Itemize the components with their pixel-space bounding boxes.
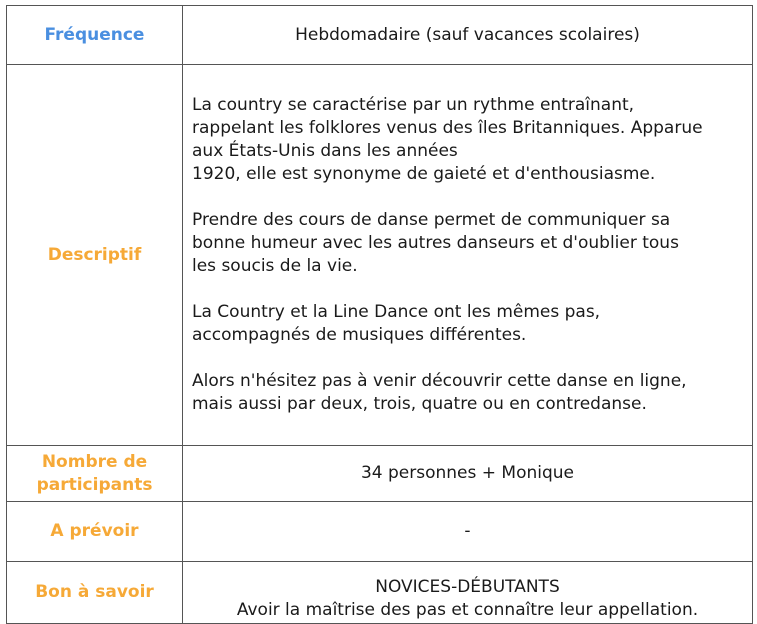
descriptif-line: Prendre des cours de danse permet de communiquer sa xyxy=(192,210,671,230)
descriptif-line: accompagnés de musiques différentes. xyxy=(192,325,527,345)
descriptif-value xyxy=(183,65,753,446)
prevoir-label: A prévoir xyxy=(7,502,183,562)
descriptif-paragraph xyxy=(192,370,744,416)
savoir-value-line: Avoir la maîtrise des pas et connaître leur appellation. xyxy=(236,600,699,620)
descriptif-line: les soucis de la vie. xyxy=(192,256,358,276)
descriptif-paragraph xyxy=(192,209,744,278)
participants-label-line: participants xyxy=(36,474,153,495)
prevoir-value: - xyxy=(183,502,753,562)
descriptif-paragraph xyxy=(192,94,744,186)
row-savoir xyxy=(7,562,753,624)
descriptif-label: Descriptif xyxy=(7,65,183,446)
frequence-label: Fréquence xyxy=(7,6,183,65)
descriptif-line: bonne humeur avec les autres danseurs et d'oublier tous xyxy=(192,233,679,253)
savoir-value-line: NOVICES-DÉBUTANTS xyxy=(375,577,560,597)
descriptif-line: rappelant les folklores venus des îles Britanniques. Apparue xyxy=(192,118,703,138)
descriptif-line: aux États-Unis dans les années xyxy=(192,141,458,161)
descriptif-line: Alors n'hésitez pas à venir découvrir cette danse en ligne, xyxy=(192,371,687,391)
savoir-value xyxy=(183,562,753,624)
descriptif-paragraph xyxy=(192,301,744,347)
descriptif-line: La country se caractérise par un rythme entraînant, xyxy=(192,95,635,115)
descriptif-line: La Country et la Line Dance ont les mêmes pas, xyxy=(192,302,601,322)
participants-label-line: Nombre de xyxy=(41,451,148,472)
descriptif-line: 1920, elle est synonyme de gaieté et d'enthousiasme. xyxy=(192,164,656,184)
row-frequence xyxy=(7,6,753,65)
descriptif-line: mais aussi par deux, trois, quatre ou en contredanse. xyxy=(192,394,647,414)
frequence-value: Hebdomadaire (sauf vacances scolaires) xyxy=(183,6,753,65)
row-descriptif xyxy=(7,65,753,446)
participants-value: 34 personnes + Monique xyxy=(183,446,753,502)
savoir-label: Bon à savoir xyxy=(7,562,183,624)
activity-info-table xyxy=(6,5,753,624)
row-prevoir xyxy=(7,502,753,562)
participants-label xyxy=(7,446,183,502)
row-participants xyxy=(7,446,753,502)
